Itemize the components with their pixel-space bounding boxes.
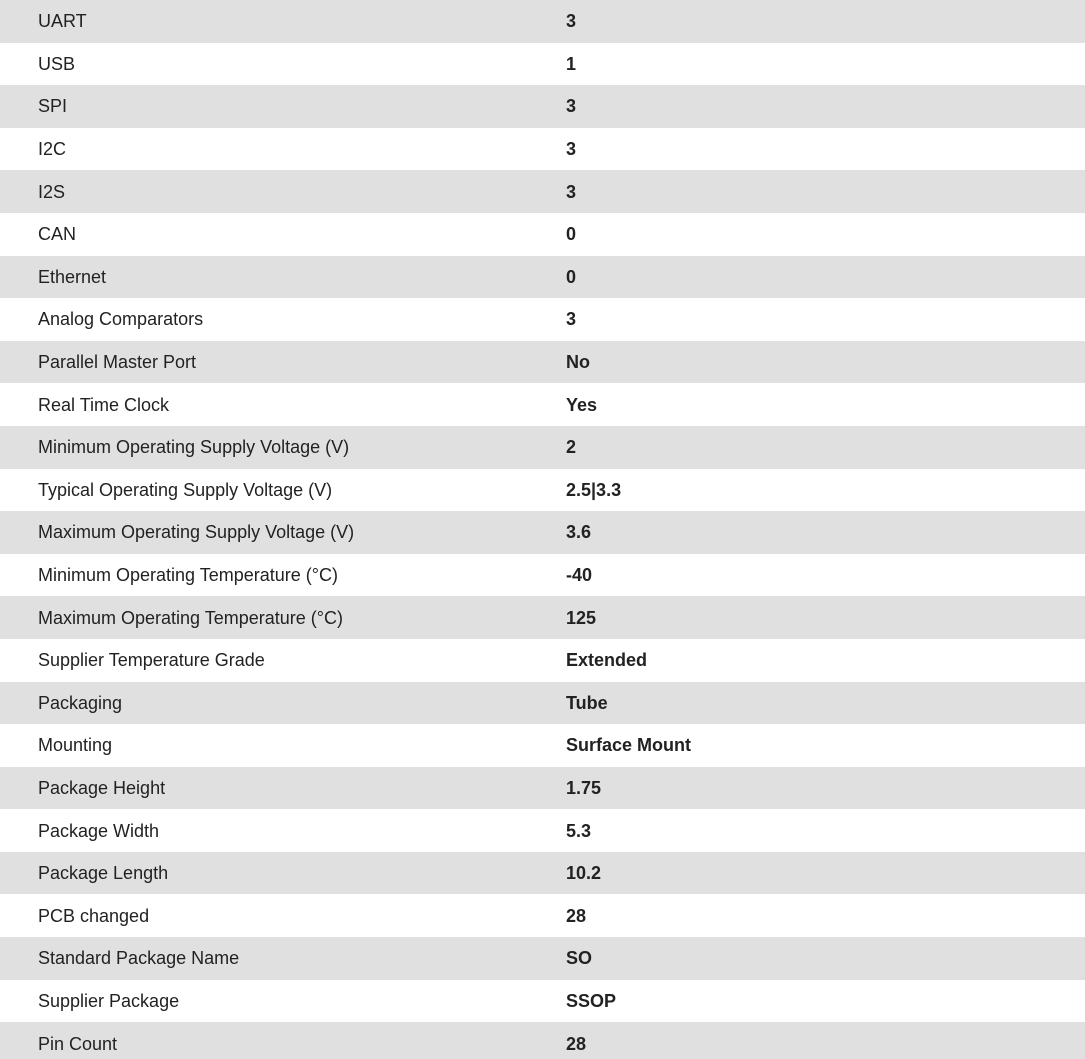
- spec-label: Package Height: [38, 777, 166, 798]
- spec-label: Maximum Operating Temperature (°C): [38, 607, 343, 628]
- spec-label: Standard Package Name: [38, 948, 240, 969]
- spec-value: SSOP: [566, 990, 617, 1011]
- spec-row: [0, 724, 1085, 767]
- spec-row: [0, 426, 1085, 469]
- spec-value: Yes: [566, 394, 598, 415]
- spec-value: -40: [566, 565, 593, 586]
- spec-value: 2.5|3.3: [566, 479, 622, 500]
- spec-label: Parallel Master Port: [38, 352, 197, 373]
- spec-row: [0, 256, 1085, 299]
- spec-label: Maximum Operating Supply Voltage (V): [38, 522, 355, 543]
- spec-row: [0, 852, 1085, 895]
- spec-row: [0, 767, 1085, 810]
- spec-label: Ethernet: [38, 266, 107, 287]
- spec-label: Pin Count: [38, 1033, 118, 1054]
- spec-value: 3: [566, 11, 577, 32]
- spec-label: Package Length: [38, 863, 169, 884]
- spec-value: 5.3: [566, 820, 592, 841]
- spec-row: [0, 511, 1085, 554]
- spec-row: [0, 682, 1085, 725]
- spec-label: CAN: [38, 224, 77, 245]
- spec-value: 0: [566, 224, 577, 245]
- spec-label: PCB changed: [38, 905, 150, 926]
- spec-row: [0, 213, 1085, 256]
- spec-label: USB: [38, 53, 76, 74]
- spec-row: [0, 937, 1085, 980]
- spec-row: [0, 0, 1085, 43]
- spec-value: 0: [566, 266, 577, 287]
- spec-label: Supplier Package: [38, 990, 180, 1011]
- spec-row: [0, 43, 1085, 86]
- spec-row: [0, 1022, 1085, 1059]
- spec-value: 3: [566, 309, 577, 330]
- spec-value: 28: [566, 1033, 587, 1054]
- spec-label: Mounting: [38, 735, 113, 756]
- spec-value: 1: [566, 53, 577, 74]
- spec-label: I2S: [38, 181, 66, 202]
- spec-label: Minimum Operating Supply Voltage (V): [38, 437, 350, 458]
- spec-row: [0, 128, 1085, 171]
- spec-value: No: [566, 352, 590, 373]
- spec-label: Analog Comparators: [38, 309, 204, 330]
- spec-row: [0, 383, 1085, 426]
- spec-row: [0, 809, 1085, 852]
- spec-label: UART: [38, 11, 87, 32]
- spec-row: [0, 341, 1085, 384]
- spec-label: Minimum Operating Temperature (°C): [38, 565, 338, 586]
- spec-row: [0, 596, 1085, 639]
- spec-value: 10.2: [566, 863, 602, 884]
- spec-value: Extended: [566, 650, 648, 671]
- spec-row: [0, 170, 1085, 213]
- spec-value: 3.6: [566, 522, 592, 543]
- spec-row: [0, 894, 1085, 937]
- spec-value: Tube: [566, 692, 608, 713]
- spec-label: SPI: [38, 96, 68, 117]
- spec-row: [0, 85, 1085, 128]
- spec-label: Package Width: [38, 820, 160, 841]
- spec-value: 28: [566, 905, 587, 926]
- spec-value: 125: [566, 607, 597, 628]
- spec-value: 3: [566, 181, 577, 202]
- spec-row: [0, 980, 1085, 1023]
- spec-label: Real Time Clock: [38, 394, 170, 415]
- spec-value: 2: [566, 437, 577, 458]
- spec-row: [0, 639, 1085, 682]
- spec-row: [0, 554, 1085, 597]
- spec-value: 3: [566, 96, 577, 117]
- spec-value: 1.75: [566, 777, 602, 798]
- spec-row: [0, 469, 1085, 512]
- spec-label: Typical Operating Supply Voltage (V): [38, 479, 333, 500]
- spec-value: 3: [566, 139, 577, 160]
- spec-row: [0, 298, 1085, 341]
- spec-value: SO: [566, 948, 593, 969]
- spec-label: I2C: [38, 139, 67, 160]
- spec-value: Surface Mount: [566, 735, 692, 756]
- spec-label: Supplier Temperature Grade: [38, 650, 265, 671]
- spec-label: Packaging: [38, 692, 123, 713]
